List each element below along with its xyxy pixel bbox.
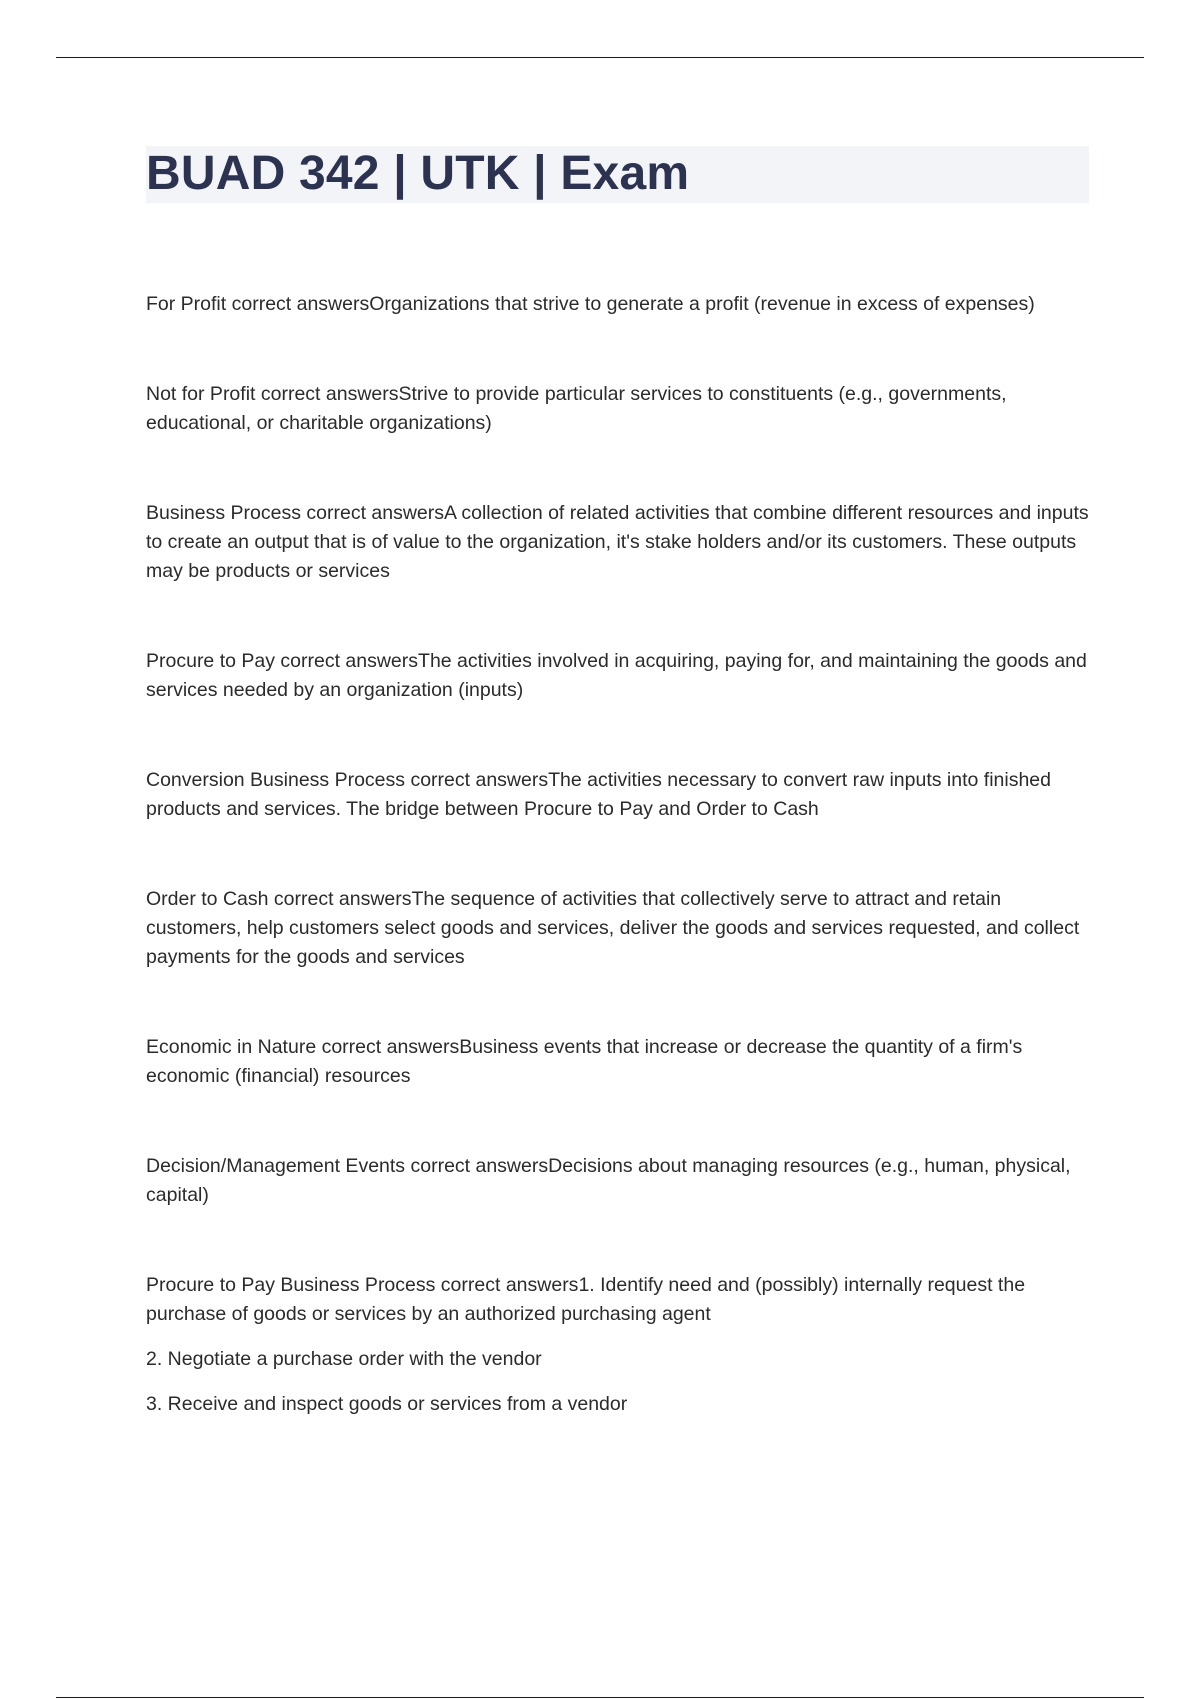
flashcard-entry <box>146 1033 1096 1091</box>
entry-term: Order to Cash <box>146 888 269 910</box>
entry-separator: correct answers <box>300 502 445 524</box>
entry-term: For Profit <box>146 293 227 315</box>
page-title: BUAD 342 | UTK | Exam <box>146 147 690 200</box>
entry-separator: correct answers <box>405 769 549 791</box>
process-step: 3. Receive and inspect goods or services from a vendor <box>146 1393 628 1415</box>
entry-term: Decision/Management Events <box>146 1155 406 1177</box>
entry-definition: The activities necessary to convert raw inputs into finished products and services. The bridge between Procure to Pay and Order to Cash <box>146 769 1051 820</box>
entry-separator: correct answers <box>405 1155 549 1177</box>
entry-definition: The sequence of activities that collectively serve to attract and retain customers, help customers select goods and services, deliver the goods and services requested, and collect payments for the goods and services <box>146 888 1080 968</box>
entry-definition: 1. Identify need and (possibly) internally request the purchase of goods or services by an authorized purchasing agent <box>146 1274 1026 1325</box>
flashcard-entry <box>146 647 1096 705</box>
entry-definition: Business events that increase or decrease the quantity of a firm's economic (financial) resources <box>146 1036 1023 1087</box>
entry-term: Procure to Pay Business Process <box>146 1274 436 1296</box>
entry-term: Not for Profit <box>146 383 256 405</box>
entry-definition: The activities involved in acquiring, paying for, and maintaining the goods and services needed by an organization (inputs) <box>146 650 1087 701</box>
entry-separator: correct answers <box>268 888 412 910</box>
process-step: 2. Negotiate a purchase order with the vendor <box>146 1348 542 1370</box>
entry-term: Procure to Pay <box>146 650 275 672</box>
entry-definition: Organizations that strive to generate a profit (revenue in excess of expenses) <box>369 293 1035 315</box>
entry-separator: correct answers <box>316 1036 460 1058</box>
flashcard-list <box>146 290 1096 1419</box>
entry-separator: correct answers <box>274 650 419 672</box>
entry-term: Conversion Business Process <box>146 769 406 791</box>
entry-term: Economic in Nature <box>146 1036 317 1058</box>
flashcard-entry <box>146 885 1096 972</box>
flashcard-entry <box>146 380 1096 438</box>
process-steps <box>146 1345 1096 1419</box>
entry-definition: Strive to provide particular services to constituents (e.g., governments, educational, or charitable organizations) <box>146 383 1007 434</box>
entry-definition: Decisions about managing resources (e.g., human, physical, capital) <box>146 1155 1071 1206</box>
flashcard-entry <box>146 766 1096 824</box>
top-rule <box>56 57 1144 58</box>
entry-term: Business Process <box>146 502 301 524</box>
entry-definition: A collection of related activities that combine different resources and inputs to create an output that is of value to the organization, it's stake holders and/or its customers. These outputs may be products or services <box>146 502 1089 582</box>
flashcard-entry <box>146 1152 1096 1210</box>
flashcard-entry-with-steps <box>146 1271 1096 1419</box>
flashcard-entry <box>146 1271 1096 1329</box>
entry-separator: correct answers <box>435 1274 579 1296</box>
flashcard-entry <box>146 499 1096 586</box>
entry-separator: correct answers <box>255 383 399 405</box>
entry-separator: correct answers <box>226 293 370 315</box>
flashcard-entry <box>146 290 1096 319</box>
bottom-rule <box>56 1697 1144 1698</box>
